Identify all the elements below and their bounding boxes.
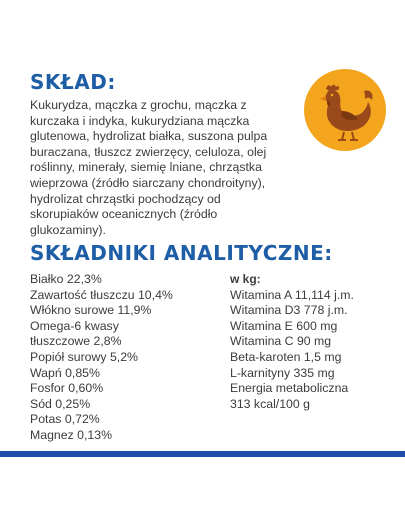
bottom-divider-bar: [0, 451, 405, 457]
list-item: Witamina D3 778 j.m.: [230, 303, 348, 318]
list-item: Witamina C 90 mg: [230, 334, 332, 349]
analytical-left-list: [30, 272, 220, 444]
list-item: Energia metaboliczna 313 kcal/100 g: [230, 381, 349, 411]
analytical-title: SKŁADNIKI ANALITYCZNE:: [30, 241, 333, 265]
per-kg-heading: w kg:: [230, 272, 261, 286]
list-item: Fosfor 0,60%: [30, 381, 104, 396]
analytical-right-list: [230, 272, 390, 412]
list-item: Włókno surowe 11,9%: [30, 303, 152, 318]
list-item: Witamina A 11,114 j.m.: [230, 287, 354, 302]
composition-title: SKŁAD:: [30, 70, 116, 94]
list-item: Beta-karoten 1,5 mg: [230, 349, 342, 364]
list-item: L-karnityny 335 mg: [230, 365, 335, 380]
chicken-icon: [304, 69, 386, 151]
list-item: Zawartość tłuszczu 10,4%: [30, 287, 173, 302]
list-item: Sód 0,25%: [30, 396, 91, 411]
list-item: Witamina E 600 mg: [230, 318, 338, 333]
list-item: Wapń 0,85%: [30, 365, 100, 380]
list-item: Popiół surowy 5,2%: [30, 349, 138, 364]
ingredients-text: Kukurydza, mączka z grochu, mączka z kurczaka i indyka, kukurydziana mączka glutenowa, hydrolizat białka, suszona pulpa buraczana, tłuszcz zwierzęcy, celuloza, olej roślinny, minerały, siemię lniane, chrząstka wieprzowa (źródło siarczany chondroityny), hydrolizat chrząstki pochodzący od skorupiaków oceanicznych (źródło glukozaminy).: [30, 98, 268, 237]
list-item: Potas 0,72%: [30, 412, 100, 427]
list-item: Omega-6 kwasy tłuszczowe 2,8%: [30, 318, 122, 349]
list-item: Magnez 0,13%: [30, 427, 113, 442]
chicken-badge: [304, 69, 386, 151]
list-item: Białko 22,3%: [30, 272, 102, 286]
